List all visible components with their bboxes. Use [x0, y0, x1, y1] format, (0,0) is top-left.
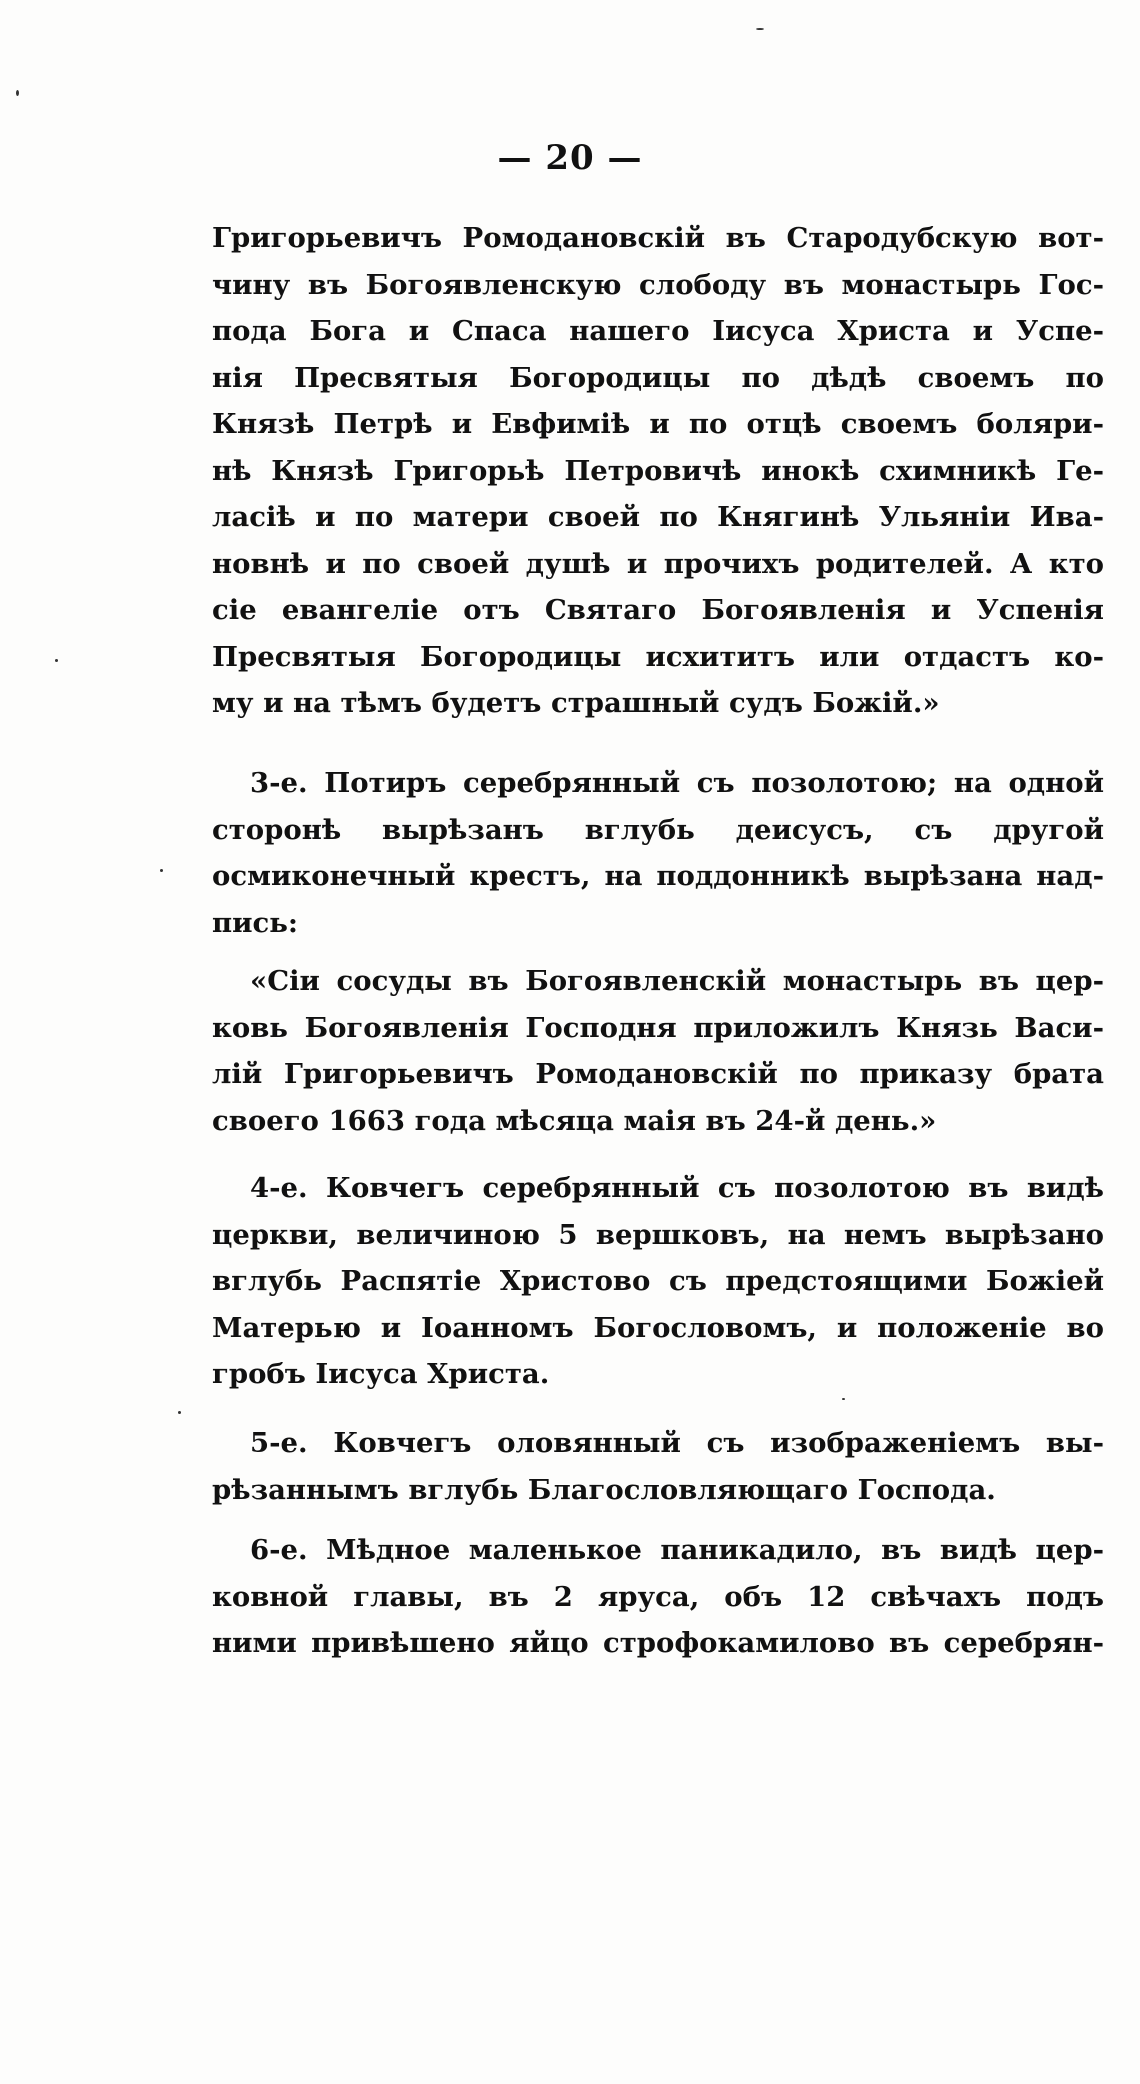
text-line: осмиконечный крестъ, на поддонникѣ вырѣзана над- — [212, 860, 1104, 892]
text-line: рѣзаннымъ вглубь Благословляющаго Господа. — [212, 1473, 996, 1506]
scan-speck — [160, 869, 163, 872]
text-line: 5-е. Ковчегъ оловянный съ изображеніемъ вы- — [250, 1427, 1104, 1459]
paragraph-item-5 — [212, 1420, 1104, 1513]
text-line: своего 1663 года мѣсяца маія въ 24-й день.» — [212, 1104, 937, 1137]
text-line: 3-е. Потиръ серебрянный съ позолотою; на одной — [250, 767, 1104, 799]
scan-speck — [756, 28, 764, 30]
text-line: вглубь Распятіе Христово съ предстоящими Божіей — [212, 1265, 1104, 1297]
text-line: ними привѣшено яйцо строфокамилово въ серебрян- — [212, 1627, 1104, 1659]
paragraph-inscription — [212, 958, 1104, 1144]
paragraph-item-3 — [212, 760, 1104, 946]
text-line: Пресвятыя Богородицы исхититъ или отдастъ ко- — [212, 640, 1104, 673]
paragraph-continuation — [212, 215, 1104, 727]
text-line: 4-е. Ковчегъ серебрянный съ позолотою въ видѣ — [250, 1172, 1104, 1204]
text-line: «Сіи сосуды въ Богоявленскій монастырь въ цер- — [250, 965, 1104, 997]
paragraph-item-6 — [212, 1527, 1104, 1667]
text-line: ковной главы, въ 2 яруса, объ 12 свѣчахъ подъ — [212, 1580, 1104, 1613]
text-line: нѣ Князѣ Григорьѣ Петровичѣ инокѣ схимникѣ Ге- — [212, 454, 1104, 487]
text-line: ласіѣ и по матери своей по Княгинѣ Ульяніи Ива- — [212, 501, 1104, 533]
text-line: 6-е. Мѣдное маленькое паникадило, въ видѣ цер- — [250, 1534, 1104, 1566]
text-line: чину въ Богоявленскую слободу въ монастырь Гос- — [212, 268, 1104, 301]
text-line: му и на тѣмъ будетъ страшный судъ Божій.» — [212, 687, 940, 719]
text-line: новнѣ и по своей душѣ и прочихъ родителей. А кто — [212, 547, 1104, 580]
text-line: пода Бога и Спаса нашего Іисуса Христа и Успе- — [212, 315, 1104, 347]
text-line: Князѣ Петрѣ и Евфиміѣ и по отцѣ своемъ боляри- — [212, 408, 1104, 440]
text-line: нія Пресвятыя Богородицы по дѣдѣ своемъ по — [212, 361, 1104, 394]
text-line: Григорьевичъ Ромодановскій въ Стародубскую вот- — [212, 222, 1104, 254]
page-number: — 20 — — [497, 138, 643, 178]
scan-speck — [178, 1411, 181, 1414]
text-line: Матерью и Іоанномъ Богословомъ, и положеніе во — [212, 1311, 1104, 1344]
text-line: лій Григорьевичъ Ромодановскій по приказу брата — [212, 1058, 1104, 1090]
text-line: сіе евангеліе отъ Святаго Богоявленія и Успенія — [212, 594, 1104, 626]
text-line: сторонѣ вырѣзанъ вглубь деисусъ, съ другой — [212, 813, 1104, 846]
text-line: церкви, величиною 5 вершковъ, на немъ вырѣзано — [212, 1218, 1104, 1251]
text-line: ковь Богоявленія Господня приложилъ Князь Васи- — [212, 1011, 1104, 1044]
paragraph-item-4 — [212, 1165, 1104, 1398]
text-line: гробъ Іисуса Христа. — [212, 1358, 550, 1390]
text-line: пись: — [212, 906, 299, 939]
scan-speck — [16, 90, 19, 96]
scan-speck — [55, 659, 58, 662]
scan-speck — [842, 1398, 845, 1400]
